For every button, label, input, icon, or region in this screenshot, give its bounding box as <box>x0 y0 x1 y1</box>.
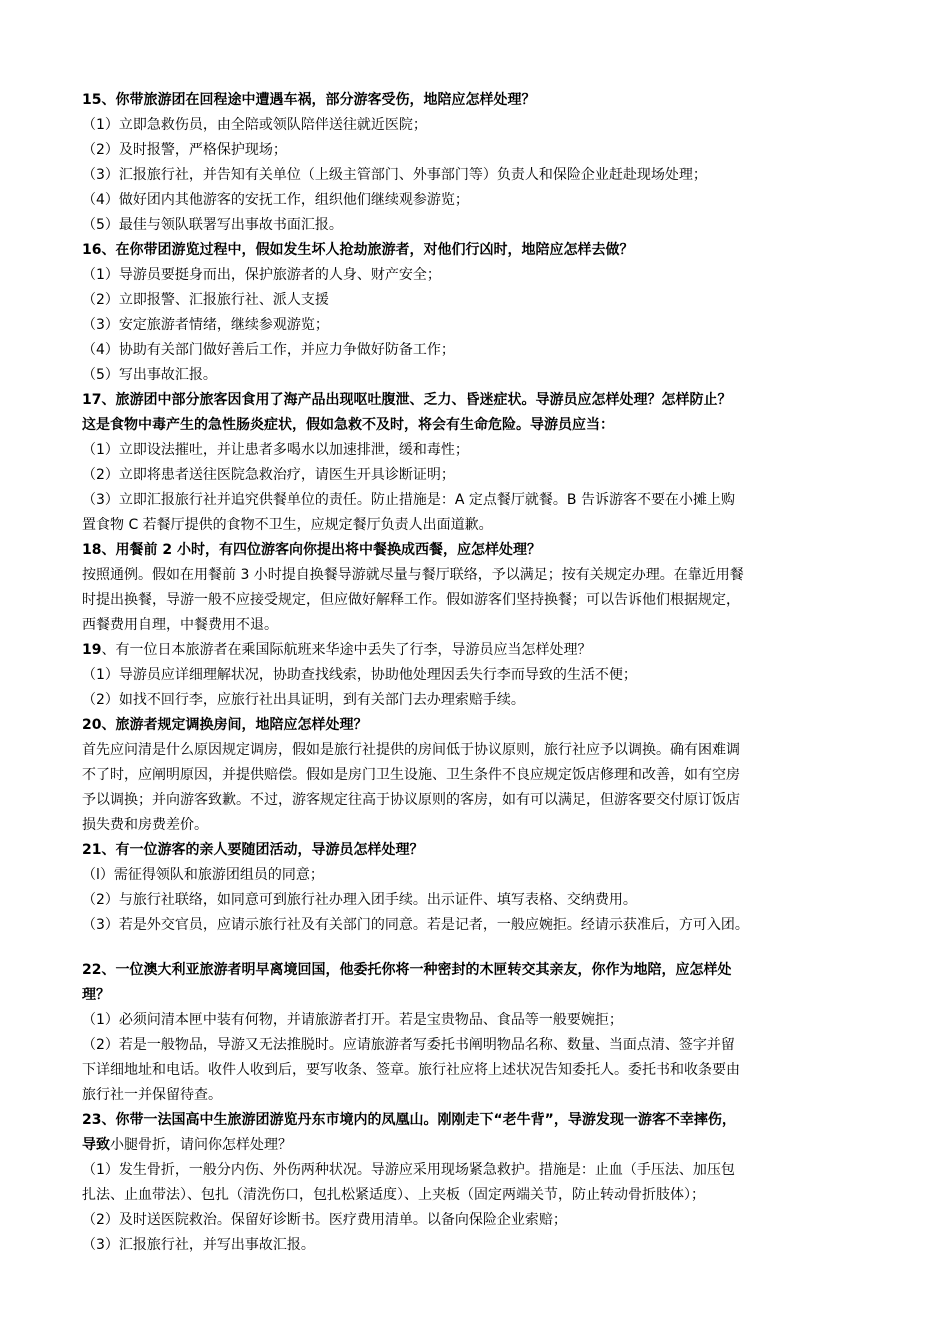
question-19-text: 、有一位日本旅游者在乘国际航班来华途中丢失了行李，导游员应当怎样处理？ <box>101 642 592 658</box>
answer-line: （2）如找不回行李，应旅行社出具证明，到有关部门去办理索赔手续。 <box>82 692 525 708</box>
question-20: 20、旅游者规定调换房间，地陪应怎样处理？ <box>82 717 368 733</box>
answer-line: （5）写出事故汇报。 <box>82 367 217 383</box>
answer-line: 予以调换；并向游客致歉。不过，游客规定往高于协议原则的客房，如有可以满足，但游客要交付原订饭店 <box>82 792 740 808</box>
question-23-tail: 小腿骨折，请问你怎样处理？ <box>110 1137 292 1153</box>
answer-line: 损失费和房费差价。 <box>82 817 208 833</box>
answer-line: （2）及时送医院救治。保留好诊断书。医疗费用清单。以备向保险企业索赔； <box>82 1212 567 1228</box>
answer-line: （2）立即报警、汇报旅行社、派人支援 <box>82 292 329 308</box>
answer-line: 扎法、止血带法）、包扎（清洗伤口，包扎松紧适度）、上夹板（固定两端关节，防止转动骨折肢体）； <box>82 1187 705 1203</box>
answer-line: 置食物 C 若餐厅提供的食物不卫生，应规定餐厅负责人出面道歉。 <box>82 517 493 533</box>
question-23: 23、你带一法国高中生旅游团游览丹东市境内的凤凰山。刚刚走下“老牛背”，导游发现一游客不幸摔伤， <box>82 1112 736 1128</box>
answer-line: （1）导游员要挺身而出，保护旅游者的人身、财产安全； <box>82 267 441 283</box>
question-23-continued <box>82 1133 884 1158</box>
question-19 <box>82 638 884 663</box>
answer-line: （1）立即设法摧吐，并让患者多喝水以加速排泄，缓和毒性； <box>82 442 469 458</box>
answer-line: 西餐费用自理，中餐费用不退。 <box>82 617 278 633</box>
question-22-continued: 理？ <box>82 987 110 1003</box>
answer-line: （l）需征得领队和旅游团组员的同意； <box>82 867 324 883</box>
answer-line: （5）最佳与领队联署写出事故书面汇报。 <box>82 217 343 233</box>
answer-line: （4）做好团内其他游客的安抚工作，组织他们继续观参游览； <box>82 192 469 208</box>
question-19-number: 19 <box>82 642 102 658</box>
question-21: 21、有一位游客的亲人要随团活动，导游员怎样处理？ <box>82 842 424 858</box>
answer-line: 首先应问清是什么原因规定调房，假如是旅行社提供的房间低于协议原则，旅行社应予以调换。确有困难调 <box>82 742 740 758</box>
answer-line: （1）导游员应详细理解状况，协助查找线索，协助他处理因丢失行李而导致的生活不便； <box>82 667 637 683</box>
document-page <box>82 88 884 1258</box>
question-17-continued: 这是食物中毒产生的急性肠炎症状，假如急救不及时，将会有生命危险。导游员应当： <box>82 417 614 433</box>
answer-line: （1）必须问清本匣中装有何物，并请旅游者打开。若是宝贵物品、食品等一般要婉拒； <box>82 1012 623 1028</box>
question-17: 17、旅游团中部分旅客因食用了海产品出现呕吐腹泄、乏力、昏迷症状。导游员应怎样处理？怎样防止？ <box>82 392 732 408</box>
answer-line: （3）汇报旅行社，并告知有关单位（上级主管部门、外事部门等）负责人和保险企业赶赴现场处理； <box>82 167 707 183</box>
answer-line: （3）若是外交官员，应请示旅行社及有关部门的同意。若是记者，一般应婉拒。经请示获准后，方可入团。 <box>82 917 749 933</box>
answer-line: 时提出换餐，导游一般不应接受规定，但应做好解释工作。假如游客们坚持换餐；可以告诉他们根据规定， <box>82 592 740 608</box>
answer-line: （4）协助有关部门做好善后工作，并应力争做好防备工作； <box>82 342 455 358</box>
answer-line: （2）与旅行社联络，如同意可到旅行社办理入团手续。出示证件、填写表格、交纳费用。 <box>82 892 637 908</box>
answer-line: 下详细地址和电话。收件人收到后，要写收条、签章。旅行社应将上述状况告知委托人。委托书和收条要由 <box>82 1062 740 1078</box>
answer-line: （2）若是一般物品，导游又无法推脱时。应请旅游者写委托书阐明物品名称、数量、当面点清、签字并留 <box>82 1037 735 1053</box>
question-23-tail-bold: 导致 <box>82 1137 110 1153</box>
question-18: 18、用餐前 2 小时，有四位游客向你提出将中餐换成西餐，应怎样处理？ <box>82 542 541 558</box>
question-16: 16、在你带团游览过程中，假如发生坏人抢劫旅游者，对他们行凶时，地陪应怎样去做？ <box>82 242 634 258</box>
answer-line: （2）立即将患者送往医院急救治疗，请医生开具诊断证明； <box>82 467 455 483</box>
blank-line <box>82 938 884 958</box>
answer-line: （3）安定旅游者情绪，继续参观游览； <box>82 317 329 333</box>
answer-line: 不了时，应阐明原因，并提供赔偿。假如是房门卫生设施、卫生条件不良应规定饭店修理和改善，如有空房 <box>82 767 740 783</box>
answer-line: （1）发生骨折，一般分内伤、外伤两种状况。导游应采用现场紧急救护。措施是：止血（手压法、加压包 <box>82 1162 735 1178</box>
question-22: 22、一位澳大利亚旅游者明早离境回国，他委托你将一种密封的木匣转交其亲友，你作为地陪，应怎样处 <box>82 962 732 978</box>
answer-line: （2）及时报警，严格保护现场； <box>82 142 287 158</box>
question-15: 15、你带旅游团在回程途中遭遇车祸，部分游客受伤，地陪应怎样处理？ <box>82 92 536 108</box>
answer-line: 按照通例。假如在用餐前 3 小时提自换餐导游就尽量与餐厅联络，予以满足；按有关规定办理。在靠近用餐 <box>82 567 744 583</box>
answer-line: （1）立即急救伤员，由全陪或领队陪伴送往就近医院； <box>82 117 427 133</box>
answer-line: 旅行社一并保留待查。 <box>82 1087 222 1103</box>
answer-line: （3）汇报旅行社，并写出事故汇报。 <box>82 1237 315 1253</box>
answer-line: （3）立即汇报旅行社并追究供餐单位的责任。防止措施是：A 定点餐厅就餐。B 告诉游客不要在小摊上购 <box>82 492 735 508</box>
